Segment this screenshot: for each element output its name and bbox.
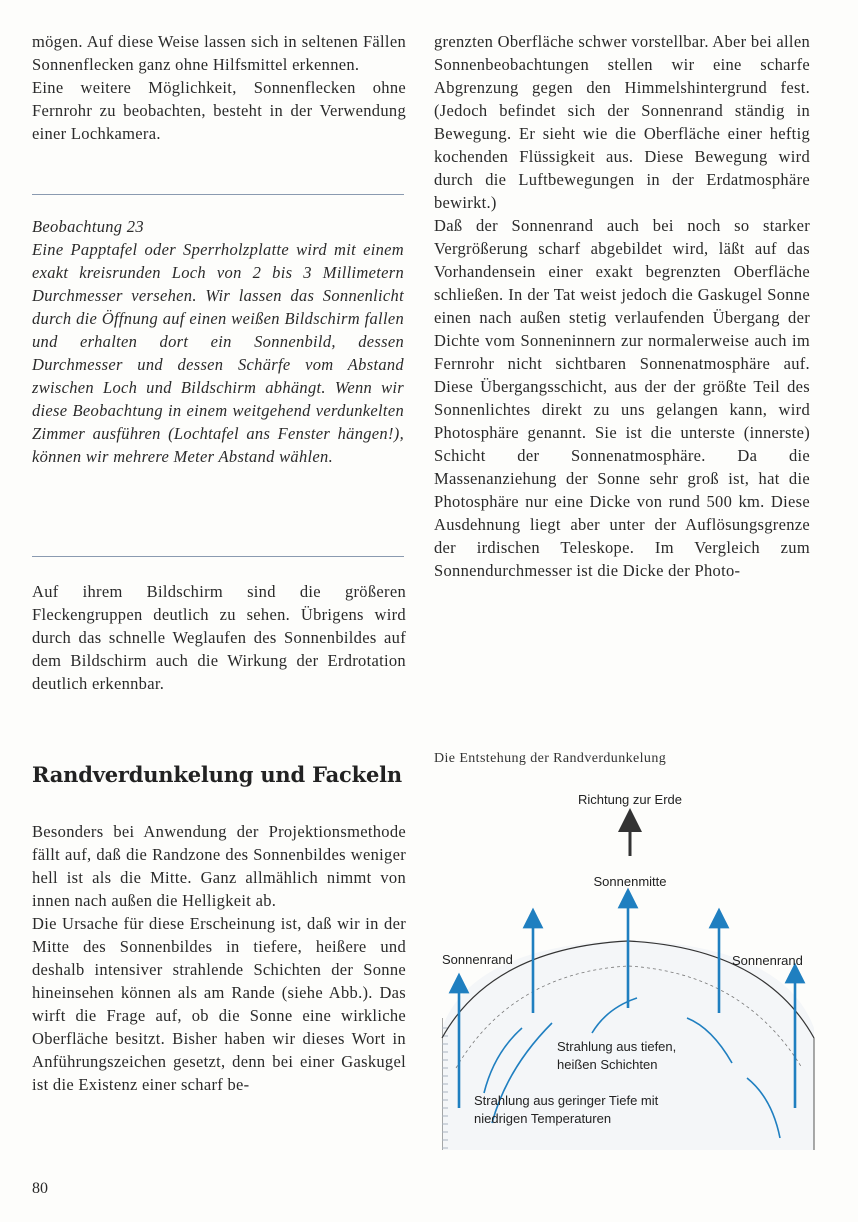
after-observation-text — [32, 580, 406, 695]
paragraph: Daß der Sonnenrand auch bei noch so starker Vergrößerung scharf abgebildet wird, läßt auf das Vorhandensein einer exakt begrenzten Oberfläche schließen. In der Tat weist jedoch die Gaskugel Sonne einen nach außen stetig verlaufenden Übergang der Dichte vom Sonneninnern zur normalerweise auch im Fernrohr nicht sichtbaren Sonnenatmosphäre auf. Diese Übergangsschicht, aus der der größte Teil des Sonnenlichtes direkt zu uns gelangen kann, wird Photosphäre genannt. Sie ist die unterste (innerste) Schicht der Sonnenatmosphäre. Da die Massenanziehung der Sonne sehr groß ist, hat die Photosphäre nur eine Dicke von rund 500 km. Diese Ausdehnung liegt aber unter der Auflösungsgrenze der irdischen Teleskope. Im Vergleich zum Sonnendurchmesser ist die Dicke der Photo- — [434, 216, 810, 580]
right-column-text — [434, 30, 810, 582]
figure-caption: Die Entstehung der Randverdunkelung — [434, 751, 667, 766]
observation-box — [32, 215, 404, 468]
divider — [32, 194, 404, 195]
label-sun-center: Sonnenmitte — [593, 874, 667, 889]
label-limb-right: Sonnenrand — [732, 953, 803, 968]
intro-text — [32, 30, 406, 145]
label-shallow-line2: niedrigen Temperaturen — [474, 1111, 612, 1126]
label-deep-line2: heißen Schichten — [557, 1057, 658, 1072]
paragraph: Eine weitere Möglichkeit, Sonnenflecken ohne Fernrohr zu beobachten, besteht in der Verwendung einer Lochkamera. — [32, 78, 406, 143]
section-heading: Randverdunkelung und Fackeln — [32, 762, 403, 787]
observation-text: Eine Papptafel oder Sperrholzplatte wird mit einem exakt kreisrunden Loch von 2 bis 3 Millimetern Durchmesser versehen. Wir lassen das Sonnenlicht durch die Öffnung auf einen weißen Bildschirm fallen und erhalten dort ein Sonnenbild, dessen Durchmesser und dessen Schärfe vom Abstand zwischen Loch und Bildschirm abhängt. Wenn wir diese Beobachtung in einem weitgehend verdunkelten Zimmer ausführen (Lochtafel ans Fenster hängen!), können wir mehrere Meter Abstand wählen. — [32, 240, 404, 466]
paragraph: grenzten Oberfläche schwer vorstellbar. Aber bei allen Sonnenbeobachtungen stellen wir eine scharfe Abgrenzung gegen den Himmelshintergrund fest. (Jedoch befindet sich der Sonnenrand ständig in Bewegung. Er sieht wie die Oberfläche einer heftig kochenden Flüssigkeit aus. Diese Bewegung wird durch die Luftbewegungen in der Erdatmosphäre bewirkt.) — [434, 32, 810, 212]
limb-darkening-diagram — [432, 778, 822, 1158]
paragraph: Auf ihrem Bildschirm sind die größeren Fleckengruppen deutlich zu sehen. Übrigens wird durch das schnelle Weglaufen des Sonnenbildes auf dem Bildschirm auch die Wirkung der Erdrotation deutlich erkennbar. — [32, 582, 406, 693]
section-text — [32, 820, 406, 1096]
label-limb-left: Sonnenrand — [442, 952, 513, 967]
paragraph: mögen. Auf diese Weise lassen sich in seltenen Fällen Sonnenflecken ganz ohne Hilfsmittel erkennen. — [32, 32, 406, 74]
label-earth-direction: Richtung zur Erde — [577, 792, 683, 807]
page-number: 80 — [32, 1180, 48, 1197]
divider — [32, 556, 404, 557]
paragraph: Die Ursache für diese Erscheinung ist, daß wir in der Mitte des Sonnenbildes in tiefere, heißere und deshalb intensiver strahlende Schichten der Sonne hineinsehen können als am Rande (siehe Abb.). Das wirft die Frage auf, ob die Sonne eine wirkliche Oberfläche besitzt. Bisher haben wir dieses Wort in Anführungszeichen gesetzt, denn bei einer Gaskugel ist die Existenz einer scharf be- — [32, 914, 406, 1094]
paragraph: Besonders bei Anwendung der Projektionsmethode fällt auf, daß die Randzone des Sonnenbildes weniger hell ist als die Mitte. Ganz allmählich nimmt von innen nach außen die Helligkeit ab. — [32, 822, 406, 910]
label-deep-line1: Strahlung aus tiefen, — [557, 1039, 677, 1054]
label-shallow-line1: Strahlung aus geringer Tiefe mit — [474, 1093, 659, 1108]
observation-heading: Beobachtung 23 — [32, 217, 144, 236]
